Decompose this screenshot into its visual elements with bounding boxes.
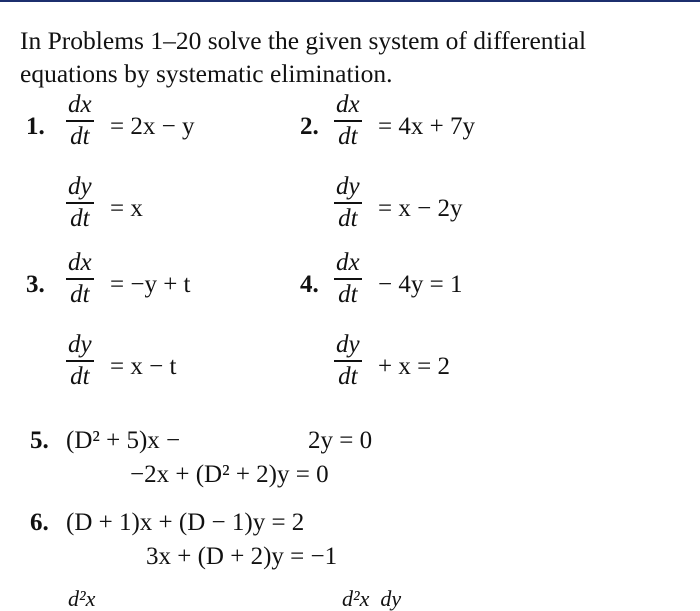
cutoff-fraction-right: d²x dy bbox=[342, 586, 402, 611]
fraction-numerator: dy bbox=[336, 331, 360, 358]
problem-2-eq2-rhs: = x − 2y bbox=[378, 195, 463, 222]
problem-3-eq2-rhs: = x − t bbox=[110, 353, 177, 380]
problem-3-dydt bbox=[66, 332, 94, 390]
fraction-numerator: dx bbox=[68, 249, 92, 276]
problem-3-dxdt bbox=[66, 250, 94, 308]
fraction-bar bbox=[66, 278, 94, 280]
fraction-denominator: dt bbox=[338, 204, 358, 232]
problem-2-number: 2. bbox=[300, 113, 319, 140]
fraction-bar bbox=[334, 278, 362, 280]
top-rule bbox=[0, 0, 700, 2]
fraction-numerator: dx bbox=[336, 249, 360, 276]
problem-5-line-2: −2x + (D² + 2)y = 0 bbox=[130, 461, 329, 488]
fraction-denominator: dt bbox=[338, 280, 358, 308]
problem-6-line-2: 3x + (D + 2)y = −1 bbox=[146, 543, 338, 570]
fraction-denominator: dt bbox=[338, 362, 358, 390]
problem-6-line-1: (D + 1)x + (D − 1)y = 2 bbox=[66, 509, 305, 536]
problem-instructions: In Problems 1–20 solve the given system of differential equations by systematic elimination. bbox=[20, 26, 587, 88]
fraction-denominator: dt bbox=[70, 204, 90, 232]
fraction-numerator: dy bbox=[68, 331, 92, 358]
fraction-numerator: dx bbox=[336, 91, 360, 118]
fraction-denominator: dt bbox=[70, 362, 90, 390]
fraction-numerator: dy bbox=[68, 173, 92, 200]
fraction-bar bbox=[334, 202, 362, 204]
problem-1-eq1-rhs: = 2x − y bbox=[110, 113, 195, 140]
problem-1-eq2-rhs: = x bbox=[110, 195, 143, 222]
problem-2-eq1-rhs: = 4x + 7y bbox=[378, 113, 475, 140]
problem-1-number: 1. bbox=[26, 113, 45, 140]
problem-5-line-1-right: 2y = 0 bbox=[308, 427, 373, 454]
problem-4-eq2-rhs: + x = 2 bbox=[378, 353, 450, 380]
problem-1-dxdt bbox=[66, 92, 94, 150]
fraction-bar bbox=[66, 120, 94, 122]
problem-4-dydt bbox=[334, 332, 362, 390]
fraction-denominator: dt bbox=[338, 122, 358, 150]
problem-2-dxdt bbox=[334, 92, 362, 150]
problem-3-number: 3. bbox=[26, 271, 45, 298]
problem-5-line-1-left: (D² + 5)x − bbox=[66, 427, 181, 454]
fraction-bar bbox=[334, 120, 362, 122]
fraction-numerator: dy bbox=[336, 173, 360, 200]
fraction-bar bbox=[66, 360, 94, 362]
problem-2-dydt bbox=[334, 174, 362, 232]
problem-1-dydt bbox=[66, 174, 94, 232]
cutoff-fraction-left: d²x bbox=[68, 586, 96, 611]
problem-4-eq1-rhs: − 4y = 1 bbox=[378, 271, 463, 298]
problem-6-number: 6. bbox=[30, 509, 49, 536]
fraction-denominator: dt bbox=[70, 122, 90, 150]
fraction-numerator: dx bbox=[68, 91, 92, 118]
problem-4-number: 4. bbox=[300, 271, 319, 298]
fraction-bar bbox=[334, 360, 362, 362]
problem-4-dxdt bbox=[334, 250, 362, 308]
fraction-denominator: dt bbox=[70, 280, 90, 308]
fraction-bar bbox=[66, 202, 94, 204]
problem-5-number: 5. bbox=[30, 427, 49, 454]
problem-3-eq1-rhs: = −y + t bbox=[110, 271, 191, 298]
